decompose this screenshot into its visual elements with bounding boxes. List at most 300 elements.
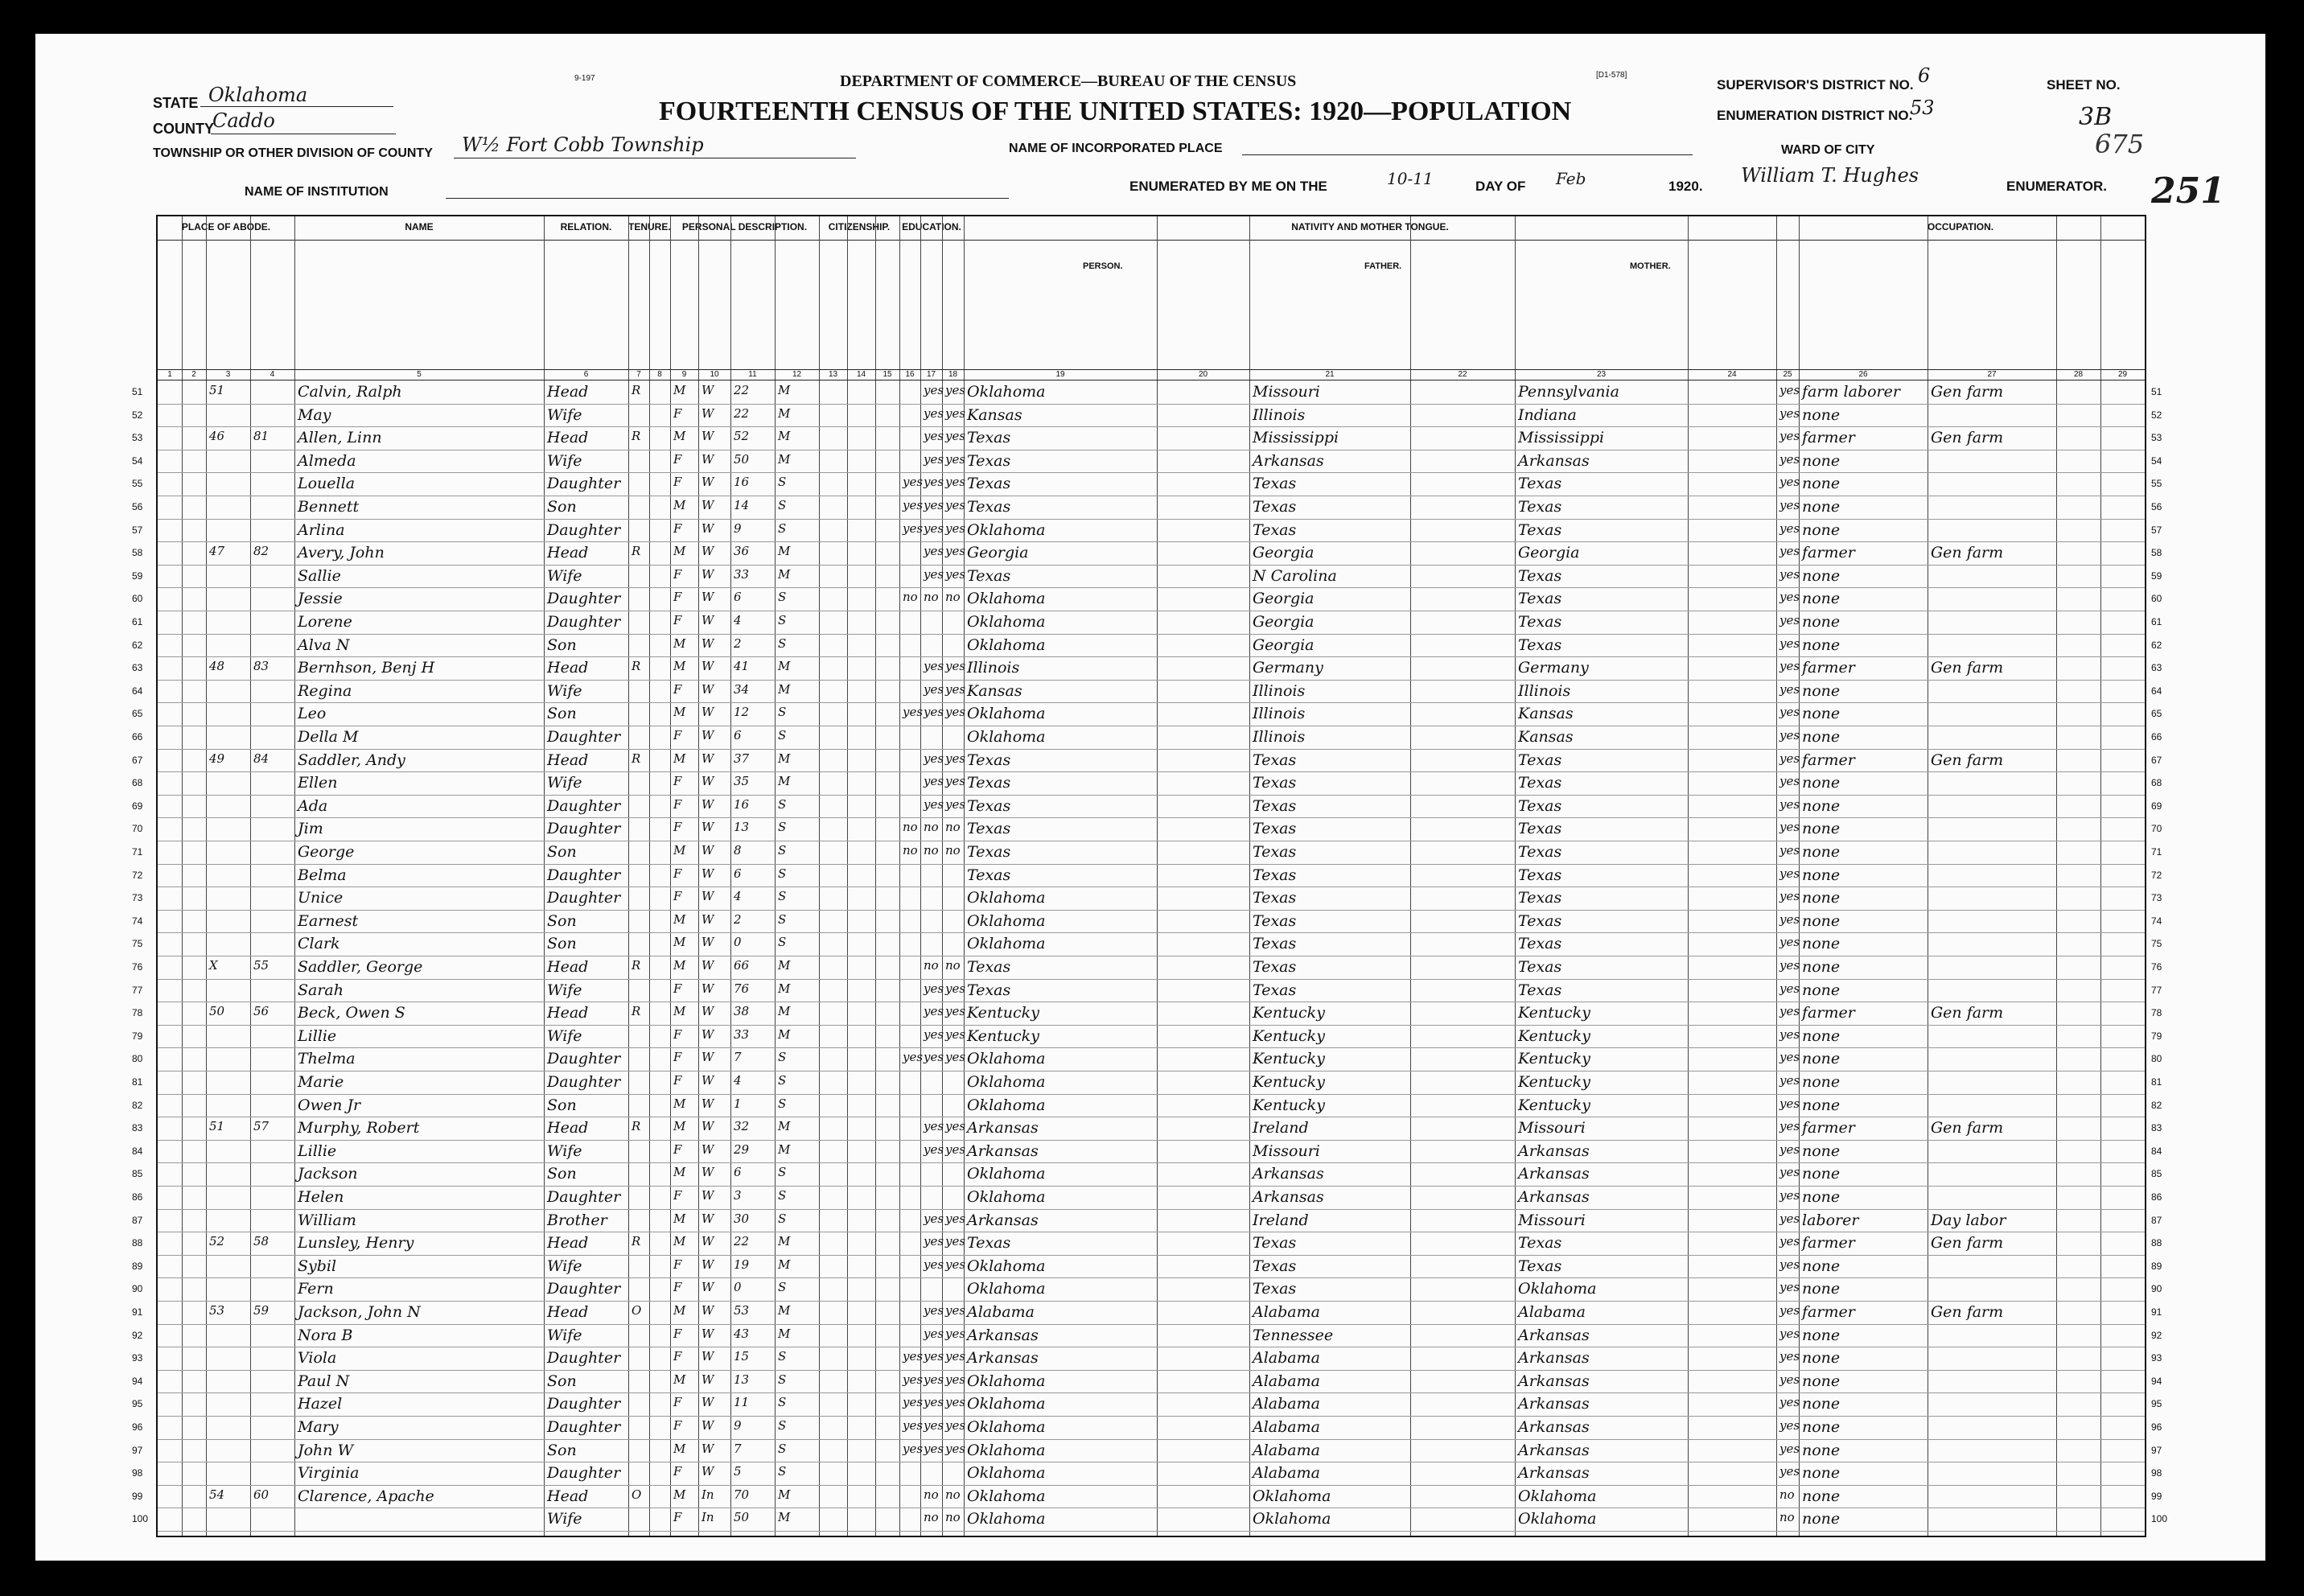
cell-trade: none — [1802, 935, 1841, 953]
cell-write: no — [945, 1510, 961, 1525]
cell-read: no — [924, 1510, 939, 1525]
cell-trade: none — [1802, 866, 1841, 884]
cell-tenure: O — [632, 1303, 642, 1318]
cell-read: yes — [924, 796, 944, 812]
cell-birth: Kentucky — [967, 1004, 1039, 1022]
cell-industry: Gen farm — [1931, 1004, 2004, 1022]
cell-sex: M — [673, 1234, 686, 1249]
cell-birth: Oklahoma — [967, 1073, 1046, 1091]
cell-industry: Gen farm — [1931, 1119, 2004, 1137]
cell-school: no — [903, 590, 918, 605]
state-label: STATE — [153, 95, 199, 111]
cell-age: 66 — [734, 958, 750, 973]
cell-trade: none — [1802, 520, 1841, 539]
table-row — [132, 703, 2162, 726]
line-number-right: 78 — [2151, 1007, 2162, 1019]
cell-trade: none — [1802, 889, 1841, 907]
cell-birth: Oklahoma — [967, 636, 1046, 654]
cell-name: Unice — [298, 889, 344, 907]
cell-age: 12 — [734, 705, 750, 720]
cell-mother: Texas — [1518, 820, 1562, 838]
cell-marital: S — [778, 705, 787, 720]
column-number: 16 — [899, 369, 920, 380]
cell-age: 6 — [734, 728, 742, 742]
line-number-right: 89 — [2151, 1260, 2162, 1272]
cell-relation: Brother — [547, 1211, 607, 1229]
cell-name: Nora B — [298, 1326, 353, 1344]
line-number: 87 — [132, 1214, 143, 1226]
line-number: 86 — [132, 1191, 143, 1203]
cell-father: Texas — [1253, 1280, 1297, 1298]
line-number: 51 — [132, 386, 143, 397]
cell-birth: Oklahoma — [967, 1487, 1046, 1505]
cell-father: Texas — [1253, 498, 1297, 516]
cell-race: W — [701, 566, 714, 582]
cell-relation: Head — [547, 751, 589, 769]
cell-age: 2 — [734, 636, 742, 651]
cell-write: yes — [945, 1257, 966, 1272]
cell-birth: Arkansas — [967, 1349, 1039, 1368]
cell-age: 13 — [734, 1372, 750, 1387]
table-row — [132, 1002, 2162, 1026]
line-number-right: 64 — [2151, 685, 2162, 697]
cell-age: 2 — [734, 911, 742, 927]
cell-trade: none — [1802, 1395, 1841, 1413]
cell-read: yes — [924, 1257, 944, 1272]
cell-marital: M — [778, 1026, 791, 1042]
cell-mother: Arkansas — [1518, 1441, 1590, 1459]
cell-mother: Oklahoma — [1518, 1280, 1597, 1298]
line-number-right: 67 — [2151, 754, 2162, 766]
cell-father: Texas — [1253, 889, 1297, 907]
cell-trade: none — [1802, 1165, 1841, 1183]
cell-father: Oklahoma — [1253, 1510, 1331, 1528]
cell-industry: Gen farm — [1931, 1234, 2004, 1253]
cell-father: Mississippi — [1253, 429, 1339, 447]
cell-name: Almeda — [298, 451, 356, 470]
cell-sex: M — [673, 843, 686, 858]
cell-family: 60 — [253, 1487, 269, 1502]
cell-father: Alabama — [1253, 1464, 1320, 1483]
cell-race: W — [701, 1211, 714, 1226]
group-citizenship: CITIZENSHIP. — [819, 216, 899, 241]
table-row — [132, 473, 2162, 496]
cell-father: Texas — [1253, 866, 1297, 884]
cell-school: no — [903, 820, 918, 835]
cell-write: yes — [945, 1211, 966, 1226]
cell-age: 13 — [734, 820, 750, 835]
column-number: 24 — [1688, 369, 1776, 380]
cell-relation: Daughter — [547, 613, 621, 631]
cell-father: Illinois — [1253, 405, 1306, 424]
cell-age: 1 — [734, 1096, 742, 1111]
cell-sex: F — [673, 796, 682, 812]
cell-age: 6 — [734, 866, 742, 881]
cell-dwelling: 51 — [209, 1119, 225, 1134]
cell-write: no — [945, 1487, 961, 1502]
cell-relation: Daughter — [547, 1349, 621, 1368]
table-row — [132, 1486, 2162, 1509]
line-number: 67 — [132, 754, 143, 766]
line-number: 58 — [132, 547, 143, 559]
incorporated-underline — [1242, 154, 1693, 155]
line-number-right: 99 — [2151, 1490, 2162, 1502]
form-code: [D1-578] — [1596, 71, 1627, 80]
cell-sex: F — [673, 590, 682, 605]
column-number: 15 — [875, 369, 899, 380]
cell-marital: M — [778, 1004, 791, 1019]
cell-read: yes — [924, 1349, 944, 1364]
cell-trade: none — [1802, 1050, 1841, 1068]
cell-father: Texas — [1253, 774, 1297, 792]
cell-school: yes — [903, 475, 924, 490]
cell-sex: M — [673, 1119, 686, 1134]
column-number: 25 — [1776, 369, 1799, 380]
stamp-number: 251 — [2151, 171, 2225, 212]
cell-birth: Arkansas — [967, 1326, 1039, 1344]
cell-birth: Kentucky — [967, 1026, 1039, 1045]
nativity-father: FATHER. — [1364, 261, 1402, 271]
table-row — [132, 726, 2162, 750]
line-number-right: 77 — [2151, 984, 2162, 996]
column-number: 26 — [1799, 369, 1928, 380]
column-number: 23 — [1515, 369, 1688, 380]
cell-race: W — [701, 1188, 714, 1203]
cell-english: no — [1779, 1487, 1795, 1502]
nativity-person: PERSON. — [1083, 261, 1123, 271]
cell-write: yes — [945, 498, 966, 512]
cell-sex: F — [673, 613, 682, 627]
line-number-right: 65 — [2151, 708, 2162, 720]
cell-birth: Texas — [967, 843, 1011, 861]
cell-english: yes — [1779, 1141, 1800, 1157]
cell-industry: Gen farm — [1931, 659, 2004, 677]
cell-trade: none — [1802, 774, 1841, 792]
cell-father: Missouri — [1253, 1141, 1320, 1160]
cell-tenure: R — [632, 659, 641, 674]
line-number: 82 — [132, 1099, 143, 1111]
cell-sex: M — [673, 1004, 686, 1019]
cell-write: yes — [945, 1372, 966, 1387]
cell-mother: Arkansas — [1518, 1395, 1590, 1413]
cell-relation: Wife — [547, 1026, 582, 1045]
cell-write: yes — [945, 429, 966, 444]
column-number: 9 — [670, 369, 698, 380]
table-row — [132, 611, 2162, 635]
cell-race: W — [701, 1141, 714, 1157]
cell-father: Kentucky — [1253, 1004, 1325, 1022]
cell-trade: none — [1802, 1510, 1841, 1528]
cell-school: yes — [903, 1395, 924, 1410]
cell-father: Georgia — [1253, 613, 1315, 631]
cell-mother: Mississippi — [1518, 429, 1605, 447]
enumerator-label: ENUMERATOR. — [2006, 179, 2107, 194]
line-number-right: 98 — [2151, 1467, 2162, 1479]
cell-name: Della M — [298, 728, 359, 746]
cell-read: yes — [924, 429, 944, 444]
line-number: 52 — [132, 409, 143, 421]
cell-relation: Wife — [547, 981, 582, 999]
cell-marital: M — [778, 681, 791, 697]
cell-father: Ireland — [1253, 1211, 1309, 1229]
cell-mother: Arkansas — [1518, 1188, 1590, 1206]
cell-marital: M — [778, 1234, 791, 1249]
cell-read: yes — [924, 383, 944, 397]
cell-mother: Kentucky — [1518, 1004, 1590, 1022]
cell-marital: M — [778, 774, 791, 789]
line-number: 84 — [132, 1145, 143, 1157]
cell-race: W — [701, 520, 714, 536]
cell-write: yes — [945, 566, 966, 582]
cell-father: Texas — [1253, 911, 1297, 930]
cell-name: Marie — [298, 1073, 344, 1091]
cell-father: Alabama — [1253, 1303, 1320, 1321]
cell-dwelling: 46 — [209, 429, 225, 444]
table-row — [132, 588, 2162, 611]
cell-sex: M — [673, 935, 686, 950]
cell-dwelling: 49 — [209, 751, 225, 766]
cell-sex: M — [673, 1165, 686, 1180]
table-row — [132, 427, 2162, 450]
cell-name: Ada — [298, 796, 328, 815]
cell-trade: none — [1802, 613, 1841, 631]
cell-write: no — [945, 820, 961, 835]
cell-name: Owen Jr — [298, 1096, 361, 1114]
cell-age: 50 — [734, 451, 750, 467]
cell-birth: Oklahoma — [967, 1280, 1046, 1298]
cell-sex: M — [673, 705, 686, 720]
cell-name: George — [298, 843, 355, 861]
cell-birth: Texas — [967, 981, 1011, 999]
cell-school: yes — [903, 1441, 924, 1456]
cell-race: W — [701, 659, 714, 674]
cell-write: yes — [945, 751, 966, 766]
cell-name: Saddler, Andy — [298, 751, 405, 769]
table-row — [132, 1117, 2162, 1141]
cell-relation: Daughter — [547, 796, 621, 815]
cell-write: yes — [945, 544, 966, 559]
cell-trade: none — [1802, 796, 1841, 815]
cell-age: 35 — [734, 774, 750, 789]
cell-mother: Arkansas — [1518, 1141, 1590, 1160]
table-row — [132, 796, 2162, 819]
cell-race: W — [701, 1464, 714, 1479]
cell-race: W — [701, 981, 714, 996]
cell-family: 59 — [253, 1303, 269, 1318]
line-number-right: 74 — [2151, 915, 2162, 927]
cell-birth: Texas — [967, 958, 1011, 976]
cell-tenure: R — [632, 383, 641, 397]
cell-birth: Oklahoma — [967, 1257, 1046, 1275]
cell-trade: none — [1802, 1026, 1841, 1045]
cell-sex: F — [673, 1418, 682, 1433]
line-number-right: 59 — [2151, 570, 2162, 582]
cell-read: yes — [924, 774, 944, 789]
cell-relation: Son — [547, 1165, 577, 1183]
cell-mother: Texas — [1518, 889, 1562, 907]
table-row — [132, 496, 2162, 520]
cell-marital: M — [778, 1257, 791, 1272]
column-number: 7 — [628, 369, 649, 380]
cell-father: Illinois — [1253, 705, 1306, 723]
cell-father: N Carolina — [1253, 566, 1337, 585]
group-occupation: OCCUPATION. — [1776, 216, 2145, 241]
cell-birth: Arkansas — [967, 1119, 1039, 1137]
cell-relation: Wife — [547, 1326, 582, 1344]
supervisor-value: 6 — [1918, 64, 1931, 87]
cell-name: Louella — [298, 475, 356, 493]
line-number-right: 94 — [2151, 1375, 2162, 1387]
cell-english: yes — [1779, 1096, 1800, 1111]
cell-trade: none — [1802, 566, 1841, 585]
cell-mother: Texas — [1518, 796, 1562, 815]
cell-marital: M — [778, 566, 791, 582]
cell-birth: Kansas — [967, 681, 1022, 700]
enumerated-label: ENUMERATED BY ME ON THE — [1129, 179, 1327, 194]
cell-birth: Oklahoma — [967, 889, 1046, 907]
cell-trade: none — [1802, 405, 1841, 424]
cell-mother: Indiana — [1518, 405, 1577, 424]
cell-name: Jackson — [298, 1165, 358, 1183]
cell-relation: Son — [547, 498, 577, 516]
table-row — [132, 1325, 2162, 1348]
cell-age: 6 — [734, 1165, 742, 1180]
table-row — [132, 1187, 2162, 1210]
cell-age: 36 — [734, 544, 750, 559]
cell-write: yes — [945, 451, 966, 467]
line-number-right: 53 — [2151, 432, 2162, 444]
cell-birth: Texas — [967, 451, 1011, 470]
cell-age: 33 — [734, 1026, 750, 1042]
cell-english: yes — [1779, 1257, 1800, 1272]
cell-english: yes — [1779, 1004, 1800, 1019]
line-number-right: 72 — [2151, 869, 2162, 881]
cell-race: W — [701, 681, 714, 697]
table-row — [132, 681, 2162, 704]
line-number-right: 55 — [2151, 478, 2162, 490]
cell-father: Texas — [1253, 751, 1297, 769]
cell-father: Texas — [1253, 981, 1297, 999]
cell-read: no — [924, 1487, 939, 1502]
cell-read: yes — [924, 1050, 944, 1065]
cell-english: yes — [1779, 383, 1800, 397]
cell-english: yes — [1779, 1188, 1800, 1203]
cell-sex: F — [673, 1026, 682, 1042]
cell-sex: F — [673, 1510, 682, 1525]
cell-name: Calvin, Ralph — [298, 383, 402, 401]
line-number-right: 61 — [2151, 616, 2162, 627]
cell-father: Texas — [1253, 843, 1297, 861]
cell-name: Bennett — [298, 498, 360, 516]
line-number-right: 54 — [2151, 455, 2162, 467]
cell-write: yes — [945, 681, 966, 697]
line-number-right: 52 — [2151, 409, 2162, 421]
cell-father: Kentucky — [1253, 1073, 1325, 1091]
cell-dwelling: 52 — [209, 1234, 225, 1249]
line-number-right: 96 — [2151, 1421, 2162, 1433]
cell-race: W — [701, 935, 714, 950]
cell-age: 70 — [734, 1487, 750, 1502]
sheet-value: 3B — [2079, 103, 2113, 131]
cell-relation: Head — [547, 429, 589, 447]
cell-english: yes — [1779, 1234, 1800, 1249]
county-value: Caddo — [212, 109, 275, 132]
cell-father: Missouri — [1253, 383, 1320, 401]
cell-read: yes — [924, 405, 944, 421]
column-number: 21 — [1249, 369, 1410, 380]
line-number: 74 — [132, 915, 143, 927]
cell-sex: M — [673, 544, 686, 559]
cell-write: yes — [945, 1349, 966, 1364]
cell-name: Murphy, Robert — [298, 1119, 420, 1137]
column-number: 10 — [698, 369, 730, 380]
cell-name: Allen, Linn — [298, 429, 382, 447]
cell-mother: Kentucky — [1518, 1026, 1590, 1045]
cell-tenure: O — [632, 1487, 642, 1502]
column-number: 6 — [544, 369, 628, 380]
line-number: 75 — [132, 938, 143, 950]
cell-trade: farmer — [1802, 1303, 1855, 1321]
line-number: 62 — [132, 639, 143, 651]
cell-marital: M — [778, 544, 791, 559]
line-number: 76 — [132, 961, 143, 973]
cell-marital: S — [778, 1418, 787, 1433]
line-number: 88 — [132, 1237, 143, 1249]
cell-father: Texas — [1253, 475, 1297, 493]
cell-write: yes — [945, 383, 966, 397]
cell-name: Lunsley, Henry — [298, 1234, 414, 1253]
cell-read: yes — [924, 1234, 944, 1249]
institution-underline — [446, 198, 1009, 199]
cell-race: W — [701, 889, 714, 904]
cell-english: yes — [1779, 820, 1800, 835]
table-row — [132, 542, 2162, 566]
line-number: 93 — [132, 1352, 143, 1364]
cell-race: W — [701, 843, 714, 858]
cell-marital: M — [778, 1141, 791, 1157]
cell-age: 41 — [734, 659, 750, 674]
cell-mother: Texas — [1518, 1257, 1562, 1275]
cell-race: W — [701, 1026, 714, 1042]
table-row — [132, 657, 2162, 681]
line-number-right: 90 — [2151, 1283, 2162, 1295]
cell-age: 15 — [734, 1349, 750, 1364]
table-row — [132, 1095, 2162, 1118]
cell-race: W — [701, 544, 714, 559]
line-number-right: 92 — [2151, 1329, 2162, 1341]
cell-relation: Son — [547, 1372, 577, 1390]
line-number-right: 62 — [2151, 639, 2162, 651]
state-underline — [200, 106, 393, 107]
cell-relation: Wife — [547, 405, 582, 424]
cell-name: Thelma — [298, 1050, 356, 1068]
institution-label: NAME OF INSTITUTION — [245, 185, 389, 199]
cell-father: Kentucky — [1253, 1096, 1325, 1114]
cell-mother: Oklahoma — [1518, 1487, 1597, 1505]
cell-relation: Wife — [547, 774, 582, 792]
line-number: 94 — [132, 1375, 143, 1387]
cell-age: 43 — [734, 1326, 750, 1341]
line-number-right: 84 — [2151, 1145, 2162, 1157]
cell-race: W — [701, 1349, 714, 1364]
cell-marital: S — [778, 1372, 787, 1387]
state-value: Oklahoma — [208, 84, 308, 106]
cell-birth: Texas — [967, 566, 1011, 585]
table-row — [132, 405, 2162, 428]
cell-relation: Daughter — [547, 1073, 621, 1091]
cell-name: Virginia — [298, 1464, 360, 1483]
table-row — [132, 450, 2162, 474]
